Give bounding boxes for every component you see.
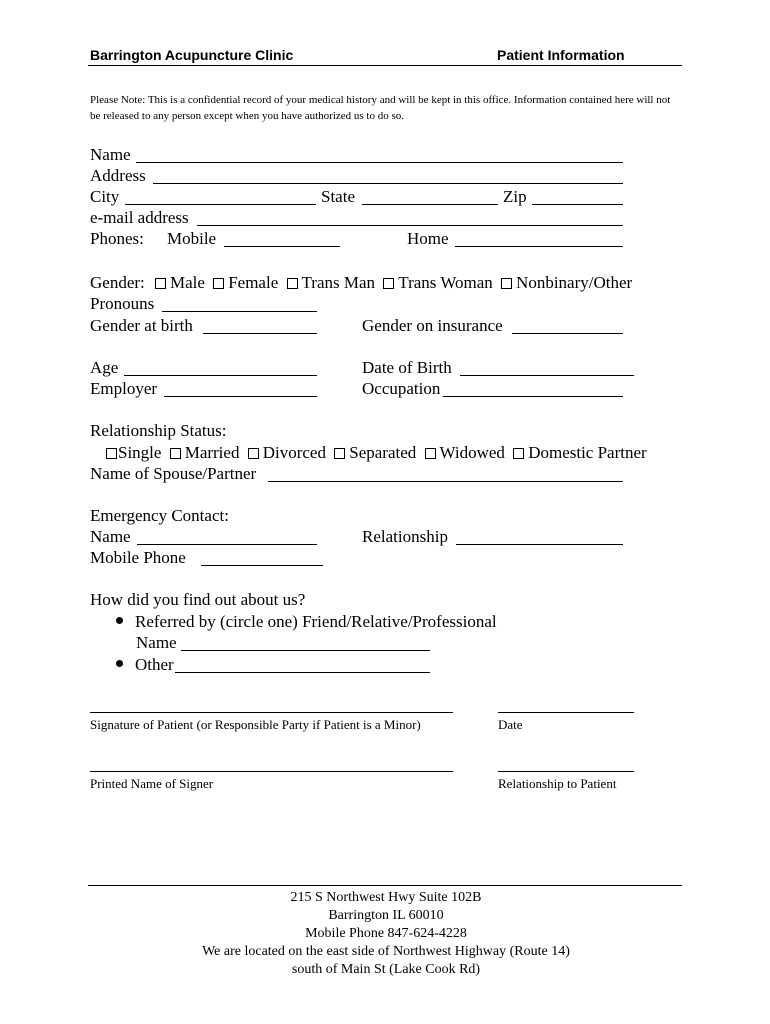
- emergency-mobile-field[interactable]: [201, 565, 323, 566]
- mobile-field[interactable]: [224, 246, 340, 247]
- employer-field[interactable]: [164, 396, 317, 397]
- gender-option-nonbinary[interactable]: Nonbinary/Other: [501, 273, 632, 293]
- signature-label: Signature of Patient (or Responsible Party if Patient is a Minor): [90, 717, 421, 732]
- checkbox-icon: [334, 448, 345, 459]
- referral-name-field[interactable]: [181, 650, 430, 651]
- checkbox-icon: [425, 448, 436, 459]
- signature-field[interactable]: [90, 712, 453, 713]
- relationship-status-label: Relationship Status:: [90, 421, 227, 440]
- email-label: e-mail address: [90, 208, 189, 227]
- zip-label: Zip: [503, 187, 527, 206]
- relationship-option-widowed[interactable]: Widowed: [425, 443, 505, 463]
- footer-rule: [88, 885, 682, 886]
- emergency-relationship-label: Relationship: [362, 527, 448, 546]
- city-field[interactable]: [125, 204, 316, 205]
- occupation-label: Occupation: [362, 379, 441, 398]
- name-label: Name: [90, 145, 131, 164]
- mobile-label: Mobile: [167, 229, 217, 248]
- footer-address: 215 S Northwest Hwy Suite 102B: [290, 890, 482, 905]
- relationship-option-single[interactable]: Single: [106, 443, 161, 463]
- gender-option-male[interactable]: Male: [155, 273, 205, 293]
- relationship-options-row: [106, 443, 651, 463]
- zip-field[interactable]: [532, 204, 623, 205]
- emergency-relationship-field[interactable]: [456, 544, 623, 545]
- footer-cross-street: south of Main St (Lake Cook Rd): [291, 962, 481, 977]
- home-field[interactable]: [455, 246, 623, 247]
- phones-label: Phones:: [90, 229, 144, 248]
- checkbox-icon: [501, 278, 512, 289]
- printed-name-label: Printed Name of Signer: [90, 776, 214, 791]
- gender-at-birth-field[interactable]: [203, 333, 317, 334]
- state-label: State: [321, 187, 355, 206]
- printed-name-field[interactable]: [90, 771, 453, 772]
- date-field[interactable]: [498, 712, 634, 713]
- gender-option-trans-woman[interactable]: Trans Woman: [383, 273, 493, 293]
- gender-on-insurance-label: Gender on insurance: [362, 316, 503, 335]
- clinic-name: Barrington Acupuncture Clinic: [90, 47, 294, 63]
- checkbox-icon: [213, 278, 224, 289]
- emergency-contact-label: Emergency Contact:: [90, 506, 229, 525]
- referral-question: How did you find out about us?: [90, 590, 306, 609]
- gender-label: Gender:: [90, 273, 145, 292]
- footer-phone: Mobile Phone 847-624-4228: [305, 926, 467, 941]
- referral-referred-item: Referred by (circle one) Friend/Relative/Professional: [116, 612, 497, 632]
- referral-other-field[interactable]: [175, 672, 430, 673]
- page-title: Patient Information: [497, 47, 625, 63]
- gender-option-trans-man[interactable]: Trans Man: [287, 273, 376, 293]
- gender-on-insurance-field[interactable]: [512, 333, 623, 334]
- emergency-name-field[interactable]: [137, 544, 317, 545]
- date-label: Date: [498, 717, 523, 732]
- relationship-option-domestic-partner[interactable]: Domestic Partner: [513, 443, 647, 463]
- name-field[interactable]: [136, 162, 623, 163]
- address-label: Address: [90, 166, 146, 185]
- relation-to-patient-field[interactable]: [498, 771, 634, 772]
- checkbox-icon: [513, 448, 524, 459]
- bullet-icon: [116, 617, 123, 624]
- gender-at-birth-label: Gender at birth: [90, 316, 193, 335]
- gender-option-female[interactable]: Female: [213, 273, 278, 293]
- footer-city: Barrington IL 60010: [328, 908, 444, 923]
- age-field[interactable]: [124, 375, 317, 376]
- relation-to-patient-label: Relationship to Patient: [498, 776, 617, 791]
- pronouns-field[interactable]: [162, 311, 317, 312]
- pronouns-label: Pronouns: [90, 294, 155, 313]
- emergency-name-label: Name: [90, 527, 131, 546]
- email-field[interactable]: [197, 225, 623, 226]
- header-rule: [88, 65, 682, 66]
- city-label: City: [90, 187, 120, 206]
- checkbox-icon: [383, 278, 394, 289]
- relationship-option-divorced[interactable]: Divorced: [248, 443, 326, 463]
- age-label: Age: [90, 358, 119, 377]
- home-label: Home: [407, 229, 449, 248]
- gender-row: [90, 273, 636, 293]
- referral-other-item: Other: [116, 655, 174, 675]
- confidentiality-note: Please Note: This is a confidential record of your medical history and will be kept in this office. Information contained here will not be released to any person except when you have authorized us to do so.: [90, 94, 671, 122]
- checkbox-icon: [106, 448, 117, 459]
- state-field[interactable]: [362, 204, 498, 205]
- relationship-option-married[interactable]: Married: [170, 443, 240, 463]
- relationship-option-separated[interactable]: Separated: [334, 443, 416, 463]
- occupation-field[interactable]: [443, 396, 623, 397]
- dob-label: Date of Birth: [362, 358, 452, 377]
- referral-name-label: Name: [136, 633, 177, 652]
- dob-field[interactable]: [460, 375, 634, 376]
- checkbox-icon: [170, 448, 181, 459]
- bullet-icon: [116, 660, 123, 667]
- checkbox-icon: [287, 278, 298, 289]
- spouse-field[interactable]: [268, 481, 623, 482]
- footer-location: We are located on the east side of Northwest Highway (Route 14): [202, 944, 570, 959]
- checkbox-icon: [155, 278, 166, 289]
- address-field[interactable]: [153, 183, 623, 184]
- checkbox-icon: [248, 448, 259, 459]
- employer-label: Employer: [90, 379, 158, 398]
- emergency-mobile-label: Mobile Phone: [90, 548, 186, 567]
- spouse-label: Name of Spouse/Partner: [90, 464, 257, 483]
